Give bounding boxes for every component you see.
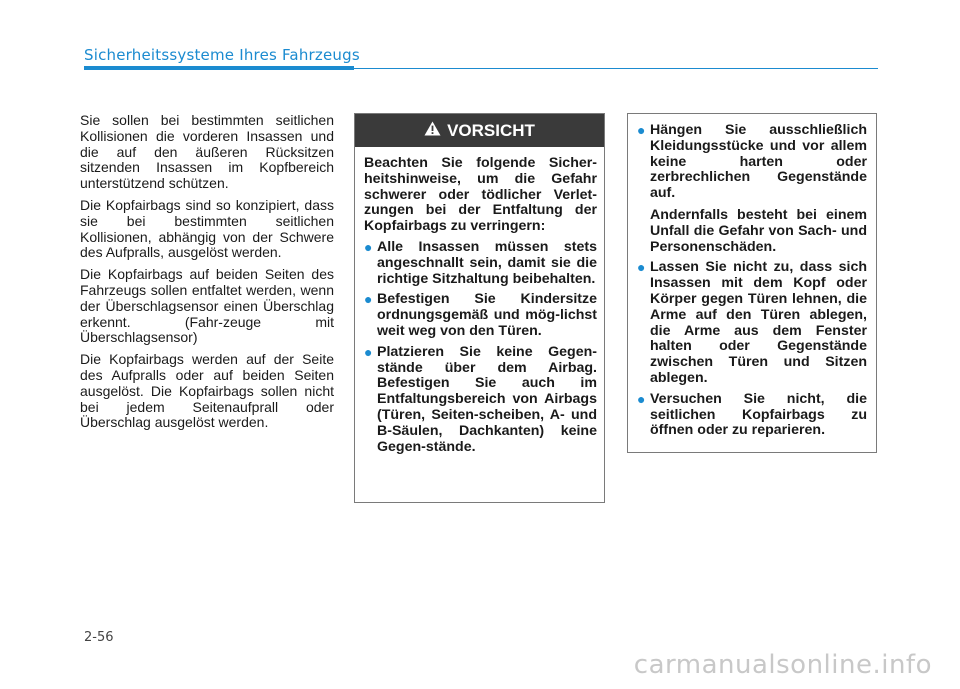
bullet-icon: ● <box>637 390 646 407</box>
bullet-icon: ● <box>364 291 373 308</box>
list-item: ● Lassen Sie nicht zu, dass sich Insassen mit dem Kopf oder Körper gegen Türen lehnen, die Arme auf den Türen ablegen, die Arme aus dem Fenster halten oder Gegenstände zwischen Türen und Sitzen ablegen. <box>637 259 867 386</box>
paragraph: Die Kopfairbags sind so konzipiert, dass sie bei bestimmten seitlichen Kollisionen, abhängig von der Schwere des Aufpralls, ausgelöst werden. <box>80 196 334 261</box>
caution-intro: Beachten Sie folgende Sicher-heitshinweise, um die Gefahr schwerer oder tödlicher Verlet-zungen bei der Entfaltung der Kopfairbags zu verringern: <box>364 155 597 235</box>
caution-title: VORSICHT <box>447 120 535 140</box>
caution-continued-list <box>637 123 867 439</box>
list-item: ● Versuchen Sie nicht, die seitlichen Kopfairbags zu öffnen oder zu reparieren. <box>637 390 867 439</box>
list-item: ● Hängen Sie ausschließlich Kleidungsstücke und vor allem keine harten oder zerbrechlichen Gegenstände auf. Andernfalls besteht bei einem Unfall die Gefahr von Sach- und Personenschäden. <box>637 122 867 255</box>
warning-triangle-icon <box>424 121 441 141</box>
watermark[interactable]: carmanualsonline.info <box>633 650 932 680</box>
caution-body <box>355 147 604 455</box>
page-number: 2-56 <box>84 630 114 645</box>
bullet-icon: ● <box>637 122 646 138</box>
header-rule <box>354 68 878 69</box>
list-item-subparagraph: Andernfalls besteht bei einem Unfall die Gefahr von Sach- und Personenschäden. <box>650 206 867 255</box>
paragraph: Die Kopfairbags werden auf der Seite des Aufpralls oder auf beiden Seiten ausgelöst. Die Kopfairbags sollen nicht bei jedem Seitenaufprall oder Überschlag ausgelöst werden. <box>80 351 334 431</box>
paragraph: Die Kopfairbags auf beiden Seiten des Fahrzeugs sollen entfaltet werden, wenn der Überschlagsensor einen Überschlag erkennt. (Fahr-zeuge mit Überschlagsensor) <box>80 266 334 346</box>
list-item: ● Alle Insassen müssen stets angeschnallt sein, damit sie die richtige Sitzhaltung beibehalten. <box>364 238 597 287</box>
body-text-column <box>80 113 334 437</box>
bullet-icon: ● <box>637 259 646 276</box>
bullet-icon: ● <box>364 238 373 255</box>
list-item: ● Befestigen Sie Kindersitze ordnungsgemäß und mög-lichst weit weg von den Türen. <box>364 291 597 339</box>
section-title: Sicherheitssysteme Ihres Fahrzeugs <box>84 46 360 64</box>
bullet-icon: ● <box>364 343 373 360</box>
paragraph: Sie sollen bei bestimmten seitlichen Kollisionen die vorderen Insassen und die auf den äußeren Rücksitzen sitzenden Insassen im Kopfbereich unterstützend schützen. <box>80 112 334 192</box>
caution-box <box>354 113 605 503</box>
caution-header <box>355 114 604 147</box>
caution-list <box>364 240 597 455</box>
header-rule-accent <box>84 66 354 70</box>
caution-continued-box <box>627 113 877 453</box>
list-item: ● Platzieren Sie keine Gegen-stände über dem Airbag. Befestigen Sie auch im Entfaltungsbereich von Airbags (Türen, Seiten-scheiben, A- und B-Säulen, Dachkanten) keine Gegen-stände. <box>364 343 597 455</box>
